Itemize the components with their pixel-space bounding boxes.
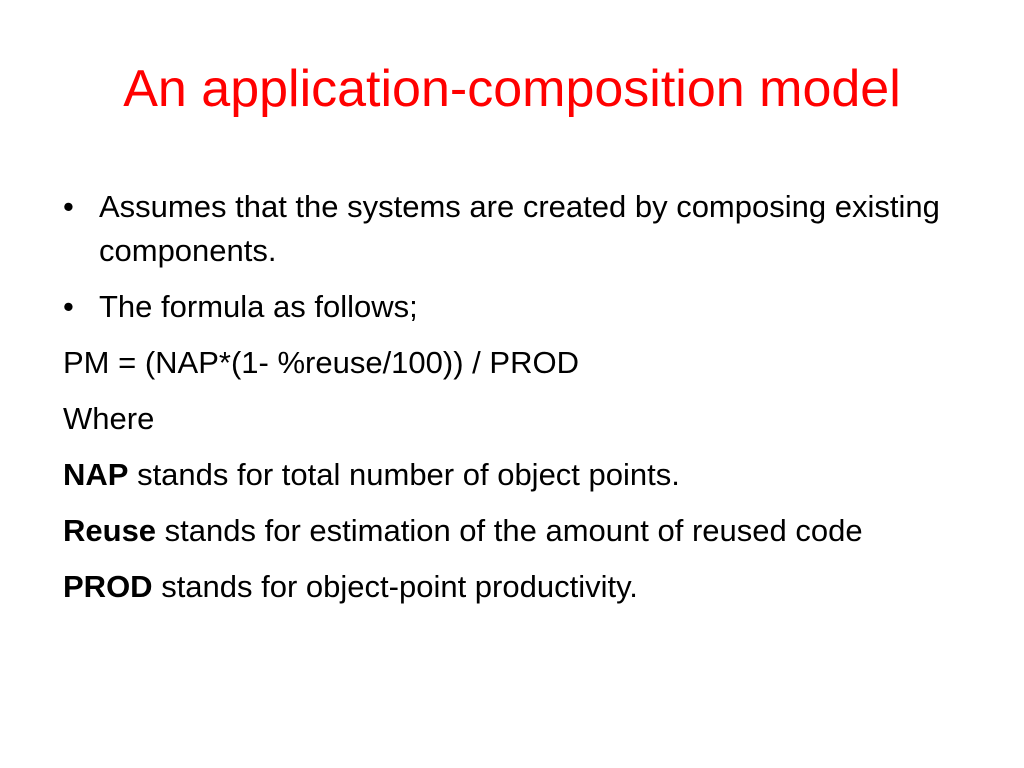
bullet-item [63, 185, 963, 273]
definition-text: stands for total number of object points. [128, 457, 680, 492]
definition-reuse [63, 509, 963, 553]
bullet-item [63, 285, 963, 329]
formula-text: PM = (NAP*(1- %reuse/100)) / PROD [63, 345, 579, 380]
slide-title: An application-composition model [123, 60, 901, 118]
bullet-icon: • [63, 189, 74, 224]
definition-prod [63, 565, 963, 609]
definition-nap [63, 453, 963, 497]
definition-text: stands for estimation of the amount of reused code [156, 513, 863, 548]
bullet-text: Assumes that the systems are created by composing existing components. [99, 189, 940, 268]
slide-body [63, 185, 963, 621]
where-text: Where [63, 401, 155, 436]
bullet-text: The formula as follows; [99, 289, 418, 324]
definition-term: Reuse [63, 513, 157, 548]
definition-term: PROD [63, 569, 153, 604]
definition-text: stands for object-point productivity. [152, 569, 638, 604]
definition-term: NAP [63, 457, 129, 492]
bullet-icon: • [63, 289, 74, 324]
